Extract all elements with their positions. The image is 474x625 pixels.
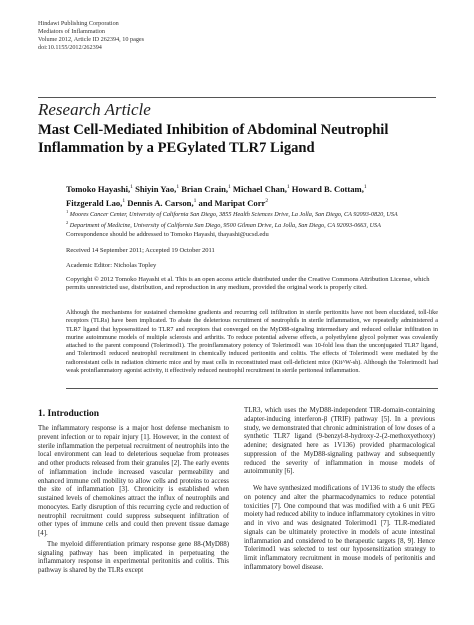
journal-name: Mediators of Inflammation xyxy=(38,28,106,35)
header-divider xyxy=(38,97,436,98)
affiliation: $^1$ Moores Cancer Center, University of California San Diego, 3855 Health Sciences Drive, La Jolla, San Diego, CA 92093-0820, USA xyxy=(66,209,398,219)
abstract: Although the mechanisms for sustained chemokine gradients and recurring cell infiltration in sterile peritonitis have not been elucidated, toll-like receptors (TLRs) have been implicated. To abate the deleterious recruitment of neutrophils in sterile inflammation, we repeatedly administered a TLR7 ligand that hyposensitized to TLR7 and receptors that converged on the MyD88-signaling intermediary and reduced cellular infiltration in murine autoimmune models of multiple sclerosis and arthritis. To reduce potential adverse effects, a polyethylene glycol polymer was covalently attached to the parent compound (Tolerimod1). The proinflammatory potency of Tolerimod1 was 10-fold less than the unconjugated TLR7 ligand, and Tolerimod1 reduced neutrophil recruitment in chemically induced peritonitis and colitis. The effects of Tolerimod1 were mediated by the radioresistant cells in radiation chimeric mice and by mast cells in reconstituted mast cell-deficient mice (Kit^W-sh). Although the Tolerimod1 had weak proinflammatory agonist activity, it effectively reduced neutrophil recruitment in sterile peritoneal inflammation. xyxy=(66,309,438,375)
paragraph: TLR3, which uses the MyD88-independent TIR-domain-containing adapter-inducing interferon-β (TRIF) pathway [5]. In a previous study, we demonstrated that chronic administration of low doses of a synthetic TLR7 ligand (9-benzyl-8-hydroxy-2-(2-methoxyethoxy) adenine; designated here as 1V136) provided pharmacological suppression of the MyD88-signaling pathway and subsequently reduced the severity of inflammation in mouse models of autoimmunity [6]. xyxy=(244,407,435,476)
author: and Maripat Corr$^2$ xyxy=(198,198,269,209)
article-type: Research Article xyxy=(38,100,151,119)
section-heading: 1. Introduction xyxy=(38,409,100,419)
author: Dennis A. Carson,$^1$ xyxy=(127,198,197,209)
received-dates: Received 14 September 2011; Accepted 19 October 2011 xyxy=(66,247,215,254)
publisher-name: Hindawi Publishing Corporation xyxy=(38,20,119,27)
abstract-divider xyxy=(66,388,438,389)
affiliations xyxy=(66,208,446,231)
left-column xyxy=(38,425,229,576)
correspondence: Correspondence should be addressed to Tomoko Hayashi, thayashi@ucsd.edu xyxy=(66,231,269,238)
paragraph: The inflammatory response is a major host defense mechanism to prevent infection or to repair injury [1]. However, in the context of sterile inflammation the perpetual recruitment of neutrophils into the local environment can lead to deleterious sequelae from proteases and other products released from their granules [2]. The early events of inflammation include increased vascular permeability and enhanced immune cell mobility to allow cells and proteins to access the site of inflammation [3]. Chronicity is established when sustained levels of chemokines attract the influx of neutrophils and monocytes. Early disruption of this recurring cycle and reduction of neutrophil recruitment could suppress subsequent infiltration of other types of immune cells and could then prevent tissue damage [4]. xyxy=(38,425,229,537)
doi: doi:10.1155/2012/262394 xyxy=(38,44,102,51)
copyright-notice: Copyright © 2012 Tomoko Hayashi et al. This is an open access article distributed under the Creative Commons Attribution License, which permits unrestricted use, distribution, and reproduction in any medium, provided the original work is properly cited. xyxy=(66,276,430,292)
affiliation: $^2$ Department of Medicine, University of California San Diego, 9500 Gilman Drive, La Jolla, San Diego, CA 92093-0663, USA xyxy=(66,220,381,230)
author: Michael Chan,$^1$ xyxy=(232,183,290,194)
paragraph: We have synthesized modifications of 1V136 to study the effects on potency and alter the pharmacodynamics to reduce potential toxicities [7]. One compound that was modified with a 6 unit PEG moiety had reduced ability to induce inflammatory cytokines in vitro and in vivo and was designated Tolerimod1 [7]. TLR-mediated signals can be ultimately protective in models of acute intestinal inflammation and considered to be therapeutic targets [8, 9]. Hence Tolerimod1 was selected to test our hyposensitization strategy to limit inflammatory recruitment in mouse models of peritonitis and inflammatory bowel disease. xyxy=(244,485,435,571)
paragraph: The myeloid differentiation primary response gene 88-(MyD88) signaling pathway has been implicated in perpetuating the inflammatory response in experimental peritonitis and colitis. This pathway is shared by the TLRs except xyxy=(38,540,229,574)
author: Fitzgerald Lao,$^1$ xyxy=(66,198,126,209)
author: Tomoko Hayashi,$^1$ xyxy=(66,183,133,194)
journal-header xyxy=(38,20,144,52)
paper-title: Mast Cell-Mediated Inhibition of Abdominal Neutrophil Inflammation by a PEGylated TLR7 Ligand xyxy=(38,122,389,156)
author-list xyxy=(66,181,446,210)
author: Shiyin Yao,$^1$ xyxy=(135,183,180,194)
author: Brian Crain,$^1$ xyxy=(181,183,231,194)
academic-editor: Academic Editor: Nicholas Topley xyxy=(66,262,157,269)
author: Howard B. Cottam,$^1$ xyxy=(291,183,367,194)
volume-info: Volume 2012, Article ID 262394, 10 pages xyxy=(38,36,145,43)
right-column xyxy=(244,407,435,573)
